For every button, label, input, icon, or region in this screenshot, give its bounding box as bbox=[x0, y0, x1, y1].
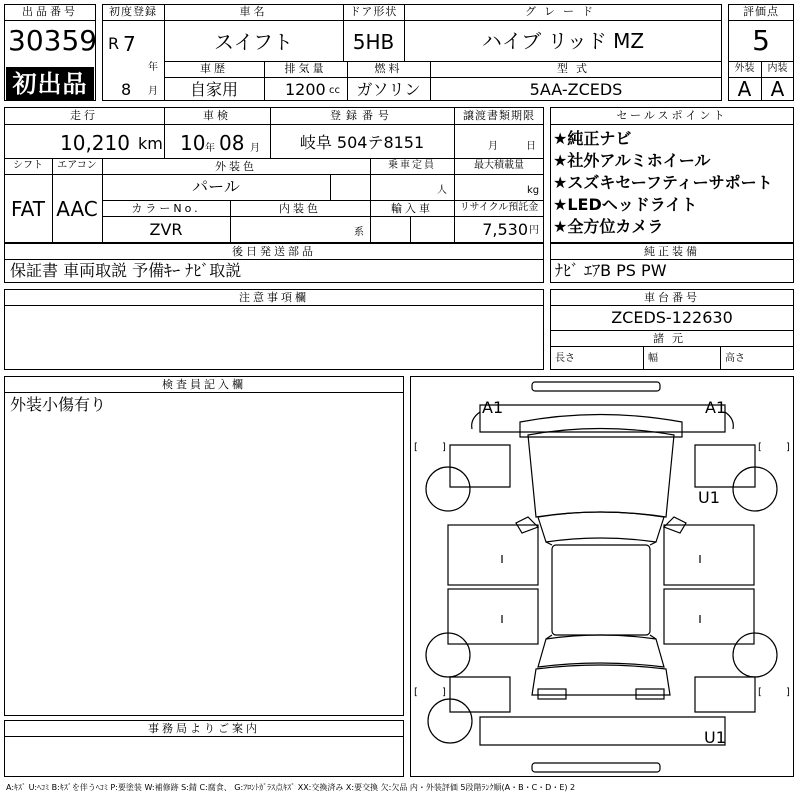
damage-mark-side: U1 bbox=[698, 488, 720, 507]
grade-label: グレード bbox=[525, 5, 601, 18]
displacement: 1200 bbox=[285, 80, 326, 99]
grade: ハイブ リッド MZ bbox=[481, 29, 645, 53]
inspection-year-unit: 年 bbox=[205, 143, 215, 154]
inspection-year: 10 bbox=[180, 131, 206, 155]
bracket-right-top-close: ] bbox=[786, 442, 790, 453]
import-label: 輸入車 bbox=[391, 202, 433, 215]
damage-mark-rear: U1 bbox=[704, 728, 726, 747]
reg-year-unit: 年 bbox=[148, 62, 158, 73]
lot-number: 30359 bbox=[8, 24, 98, 57]
load-unit: kg bbox=[527, 185, 540, 196]
interior-label: 内装 bbox=[767, 63, 788, 74]
bracket-right-bottom-close: ] bbox=[786, 687, 790, 698]
load-label: 最大積載量 bbox=[474, 160, 524, 171]
reg-year: 7 bbox=[123, 32, 136, 56]
score-label: 評価点 bbox=[743, 5, 779, 18]
plate-label: 登録番号 bbox=[330, 109, 394, 122]
mileage-unit: km bbox=[138, 134, 163, 153]
transfer-label: 譲渡書類期限 bbox=[463, 109, 535, 122]
height-label: 高さ bbox=[725, 353, 745, 364]
model-label: 型式 bbox=[557, 62, 595, 75]
bracket-left-top-open: [ bbox=[414, 442, 418, 453]
sales-point-item: ★スズキセーフティーサポート bbox=[553, 173, 773, 192]
notes-label: 注意事項欄 bbox=[239, 291, 309, 304]
reg-month: 8 bbox=[121, 80, 132, 99]
office-label: 事務局よりご案内 bbox=[148, 722, 260, 735]
later-items: 保証書 車両取説 予備ｷｰ ﾅﾋﾞ取説 bbox=[10, 261, 242, 280]
displacement-label: 排気量 bbox=[284, 62, 327, 75]
interior-grade: A bbox=[770, 77, 785, 101]
chassis-label: 車台番号 bbox=[644, 291, 700, 304]
car-name: スイフト bbox=[214, 30, 293, 54]
fuel: ガソリン bbox=[356, 80, 421, 99]
recycle-unit: 円 bbox=[529, 225, 539, 236]
shift: FAT bbox=[10, 197, 45, 221]
damage-mark-front-left: A1 bbox=[482, 398, 504, 417]
color-label: 外装色 bbox=[215, 160, 257, 173]
int-color-label: 内装色 bbox=[279, 202, 321, 215]
lot-label: 出品番号 bbox=[22, 5, 78, 18]
transfer-month-unit: 月 bbox=[488, 141, 498, 152]
exterior-label: 外装 bbox=[734, 63, 755, 74]
history: 自家用 bbox=[189, 80, 238, 99]
mileage-label: 走行 bbox=[70, 109, 98, 122]
equipment: ﾅﾋﾞ ｴｱB PS PW bbox=[555, 261, 667, 280]
legend: A:ｷｽﾞ U:ﾍｺﾐ B:ｷｽﾞを伴うﾍｺﾐ P:要塗装 W:補修跡 S:錆 C:腐食、 G:ﾌﾛﾝﾄｶﾞﾗｽ点ｷｽﾞ XX:交換済み X:要交換 欠:欠品 内・外装評価 5段階ﾗﾝｸ順(A・B・C・D・E) 2 bbox=[6, 783, 576, 792]
bracket-right-top-open: [ bbox=[758, 442, 762, 453]
bracket-right-bottom-open: [ bbox=[758, 687, 762, 698]
damage-mark-front-right: A1 bbox=[705, 398, 727, 417]
aircon-label: エアコン bbox=[57, 160, 97, 171]
reg-month-unit: 月 bbox=[148, 86, 158, 97]
score: 5 bbox=[752, 24, 770, 57]
bracket-left-top-close: ] bbox=[442, 442, 446, 453]
inspection-month-unit: 月 bbox=[250, 143, 260, 154]
inspector-label: 検査員記入欄 bbox=[162, 378, 246, 391]
inspection-month: 08 bbox=[219, 131, 245, 155]
aircon: AAC bbox=[56, 197, 98, 221]
sales-point-item: ★全方位カメラ bbox=[553, 217, 664, 236]
color-no-label: カラーNo. bbox=[131, 202, 201, 215]
history-label: 車歴 bbox=[200, 62, 228, 75]
capacity-label: 乗車定員 bbox=[388, 160, 436, 171]
car-damage-diagram bbox=[410, 377, 794, 777]
mileage: 10,210 bbox=[60, 131, 130, 155]
sales-point-item: ★LEDヘッドライト bbox=[553, 195, 698, 214]
recycle-amount: 7,530 bbox=[482, 220, 528, 239]
sales-point-item: ★純正ナビ bbox=[553, 129, 632, 148]
transfer-day-unit: 日 bbox=[526, 141, 536, 152]
inspector-note: 外装小傷有り bbox=[10, 395, 107, 414]
plate-number: 岐阜 504テ8151 bbox=[299, 133, 425, 152]
sales-point-item: ★社外アルミホイール bbox=[553, 151, 711, 170]
later-items-label: 後日発送部品 bbox=[232, 245, 316, 258]
recycle-label: リサイクル預託金 bbox=[459, 202, 539, 213]
equipment-label: 純正装備 bbox=[644, 245, 700, 258]
int-color-unit: 系 bbox=[354, 227, 364, 238]
capacity-unit: 人 bbox=[437, 185, 447, 196]
first-listing-badge: 初出品 bbox=[6, 67, 94, 100]
door-label: ドア形状 bbox=[349, 5, 398, 18]
era: R bbox=[108, 34, 120, 53]
first-reg-label: 初度登録 bbox=[109, 5, 157, 18]
model-code: 5AA-ZCEDS bbox=[529, 80, 623, 99]
bracket-left-bottom-open: [ bbox=[414, 687, 418, 698]
color: パール bbox=[192, 177, 240, 196]
inspection-label: 車検 bbox=[203, 109, 231, 122]
shift-label: シフト bbox=[13, 160, 43, 171]
bracket-left-bottom-close: ] bbox=[442, 687, 446, 698]
door-type: 5HB bbox=[352, 30, 395, 54]
width-label: 幅 bbox=[648, 353, 658, 364]
dims-label: 諸元 bbox=[653, 332, 691, 345]
chassis-number: ZCEDS-122630 bbox=[611, 308, 733, 327]
color-no: ZVR bbox=[149, 220, 183, 239]
exterior-grade: A bbox=[737, 77, 752, 101]
length-label: 長さ bbox=[555, 353, 575, 364]
inspector-box bbox=[4, 376, 404, 716]
car-name-label: 車名 bbox=[239, 5, 268, 18]
sales-points-label: セールスポイント bbox=[616, 109, 728, 122]
cc-unit: cc bbox=[329, 85, 340, 96]
fuel-label: 燃料 bbox=[374, 62, 403, 75]
